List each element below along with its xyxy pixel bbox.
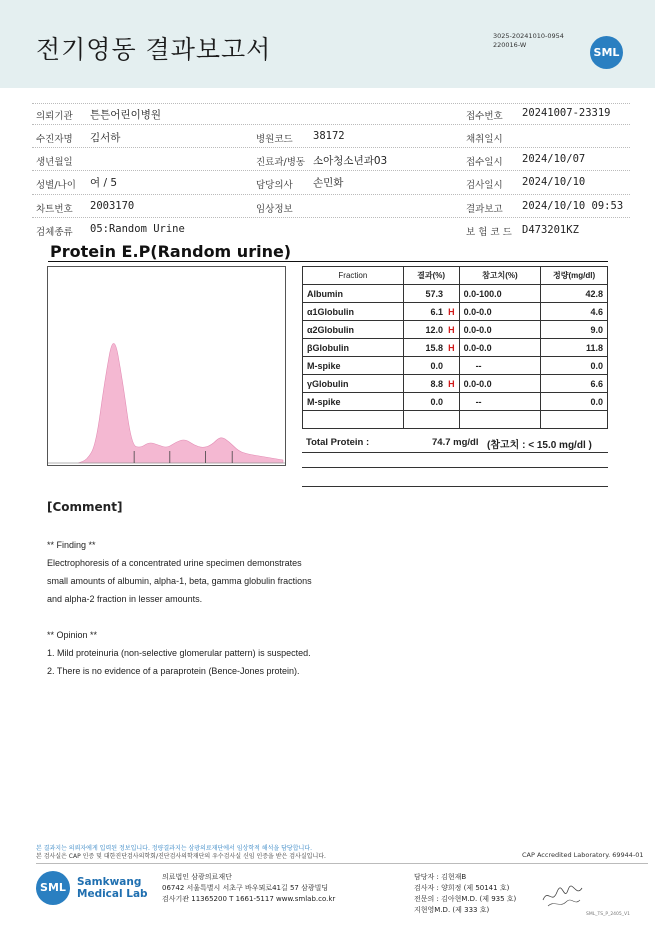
high-flag: H [448, 342, 455, 353]
report-id-line2: 220016-W [493, 41, 527, 49]
high-flag: H [448, 324, 455, 335]
header-reference: 참고치(%) [459, 267, 541, 285]
report-id [493, 32, 564, 50]
staff-line: 담당자 : 김현재B [414, 873, 467, 881]
brand-line2: Medical Lab [77, 888, 148, 900]
sex-age-value: 여 / 5 [90, 177, 118, 189]
fraction-result [403, 357, 459, 375]
institution-label: 의뢰기관 [36, 111, 73, 122]
fraction-name: M-spike [303, 357, 404, 375]
table-row [303, 357, 608, 375]
fraction-reference: 0.0-100.0 [459, 285, 541, 303]
fraction-result [403, 393, 459, 411]
hospital-code-label: 병원코드 [256, 134, 293, 145]
hospital-code-value: 38172 [313, 130, 345, 142]
collection-date-label: 채취일시 [466, 134, 503, 145]
result-value: 8.8 [430, 378, 444, 389]
insurance-code-label: 보 험 코 드 [466, 227, 512, 238]
fraction-reference: 0.0-0.0 [459, 339, 541, 357]
comment-line: ** Opinion ** [47, 630, 98, 640]
table-row [303, 375, 608, 393]
fraction-reference: 0.0-0.0 [459, 303, 541, 321]
sml-logo: SML [590, 36, 623, 69]
specimen-label: 검체종류 [36, 227, 73, 238]
result-value: 0.0 [430, 360, 444, 371]
signature [540, 880, 585, 910]
fraction-amount: 9.0 [541, 321, 608, 339]
brand-line1: Samkwang [77, 876, 142, 888]
header-amount: 정량(mg/dl) [541, 267, 608, 285]
clinical-label: 임상정보 [256, 204, 293, 215]
dob-label: 생년월일 [36, 157, 73, 168]
fraction-reference: 0.0-0.0 [459, 375, 541, 393]
fraction-table [302, 266, 608, 429]
section-title: Protein E.P(Random urine) [50, 242, 292, 261]
electrophoresis-curve [78, 343, 283, 463]
high-flag: H [448, 378, 455, 389]
table-header-row [303, 267, 608, 285]
footer-note: 본 검사실은 CAP 인증 및 대한진단검사의학회/진단검사의학재단의 우수검사실 신임 인증을 받은 검사실입니다. [36, 853, 326, 860]
result-value: 6.1 [430, 306, 444, 317]
high-flag: H [448, 306, 455, 317]
fraction-amount: 42.8 [541, 285, 608, 303]
divider [32, 217, 630, 218]
receipt-no-label: 접수번호 [466, 111, 503, 122]
result-value: 12.0 [425, 324, 444, 335]
header-result: 결과(%) [403, 267, 459, 285]
footer-divider [36, 863, 648, 864]
patient-label: 수진자명 [36, 134, 73, 145]
receipt-date-label: 접수일시 [466, 157, 503, 168]
cap-accreditation: CAP Accredited Laboratory. 69944-01 [522, 851, 644, 859]
comment-line: and alpha-2 fraction in lesser amounts. [47, 594, 203, 604]
divider [32, 147, 630, 148]
result-value: 57.3 [425, 288, 444, 299]
fraction-result [403, 303, 459, 321]
result-value: 15.8 [425, 342, 444, 353]
staff-line: 지현영M.D. (제 333 호) [414, 906, 490, 914]
rule [302, 452, 608, 453]
electrophoresis-svg [48, 267, 285, 465]
doctor-value: 손민화 [313, 177, 344, 189]
empty-cell [403, 411, 459, 429]
comment-line: ** Finding ** [47, 540, 96, 550]
fraction-result [403, 339, 459, 357]
chart-no-label: 차트번호 [36, 204, 73, 215]
comment-line: 1. Mild proteinuria (non-selective glomerular pattern) is suspected. [47, 648, 311, 658]
divider [32, 103, 630, 104]
doctor-label: 담당의사 [256, 180, 293, 191]
report-date-value: 2024/10/10 09:53 [522, 200, 624, 212]
section-underline [48, 261, 608, 262]
comment-line: small amounts of albumin, alpha-1, beta, gamma globulin fractions [47, 576, 312, 586]
footer-brand [77, 876, 148, 900]
specimen-value: 05:Random Urine [90, 223, 185, 235]
report-date-label: 결과보고 [466, 204, 503, 215]
fraction-reference: 0.0-0.0 [459, 321, 541, 339]
fraction-amount: 6.6 [541, 375, 608, 393]
result-value: 0.0 [430, 396, 444, 407]
total-protein-reference: (참고치 : < 15.0 mg/dl ) [487, 440, 592, 451]
footer-note: 본 결과지는 의뢰자에게 입력된 정보입니다. 정량결과지는 삼광의료재단에서 임상학적 해석을 담당합니다. [36, 845, 313, 852]
rule [302, 486, 608, 487]
comment-line: Electrophoresis of a concentrated urine specimen demonstrates [47, 558, 302, 568]
receipt-date-value: 2024/10/07 [522, 153, 586, 165]
fraction-name: α1Globulin [303, 303, 404, 321]
comment-line: 2. There is no evidence of a paraprotein (Bence-Jones protein). [47, 666, 300, 676]
table-row-empty [303, 411, 608, 429]
divider [32, 194, 630, 195]
table-row [303, 393, 608, 411]
test-date-label: 검사일시 [466, 180, 503, 191]
staff-line: 전문의 : 김아현M.D. (제 935 호) [414, 895, 517, 903]
fraction-result [403, 321, 459, 339]
comment-title: [Comment] [47, 500, 123, 514]
sex-age-label: 성별/나이 [36, 180, 76, 191]
address: 06742 서울특별시 서초구 바우뫼로41길 57 삼광빌딩 [162, 884, 329, 892]
patient-value: 김서하 [90, 132, 121, 144]
report-header [0, 0, 655, 88]
foundation-name: 의료법인 삼광의료재단 [162, 873, 232, 881]
receipt-no-value: 20241007-23319 [522, 107, 611, 119]
divider [32, 170, 630, 171]
chart-no-value: 2003170 [90, 200, 135, 212]
report-id-line1: 3025-20241010-0954 [493, 32, 564, 40]
divider [32, 124, 630, 125]
empty-cell [541, 411, 608, 429]
table-row [303, 303, 608, 321]
test-date-value: 2024/10/10 [522, 176, 586, 188]
fraction-amount: 0.0 [541, 393, 608, 411]
insurance-code-value: D473201KZ [522, 224, 579, 236]
empty-cell [303, 411, 404, 429]
department-label: 진료과/병동 [256, 157, 306, 168]
fraction-reference: -- [459, 393, 541, 411]
header-fraction: Fraction [303, 267, 404, 285]
fraction-name: βGlobulin [303, 339, 404, 357]
fraction-name: M-spike [303, 393, 404, 411]
fraction-name: γGlobulin [303, 375, 404, 393]
fraction-amount: 11.8 [541, 339, 608, 357]
report-title: 전기영동 결과보고서 [36, 35, 272, 64]
table-row [303, 285, 608, 303]
footer-sml-logo: SML [36, 871, 70, 905]
document-code: SML_TS_P_2405_V1 [586, 912, 630, 917]
fraction-reference: -- [459, 357, 541, 375]
fraction-amount: 0.0 [541, 357, 608, 375]
institution-value: 튼튼어린이병원 [90, 109, 162, 121]
table-row [303, 339, 608, 357]
rule [302, 467, 608, 468]
total-protein-label: Total Protein : [306, 437, 370, 448]
fraction-result [403, 285, 459, 303]
table-row [303, 321, 608, 339]
contact: 검사기관 11365200 T 1661-5117 www.smlab.co.kr [162, 895, 336, 903]
fraction-name: Albumin [303, 285, 404, 303]
fraction-amount: 4.6 [541, 303, 608, 321]
department-value: 소아청소년과03 [313, 155, 388, 167]
fraction-result [403, 375, 459, 393]
staff-line: 검사자 : 양희정 (제 50141 호) [414, 884, 510, 892]
empty-cell [459, 411, 541, 429]
total-protein-value: 74.7 mg/dl [432, 437, 479, 448]
fraction-name: α2Globulin [303, 321, 404, 339]
electrophoresis-chart [47, 266, 286, 466]
